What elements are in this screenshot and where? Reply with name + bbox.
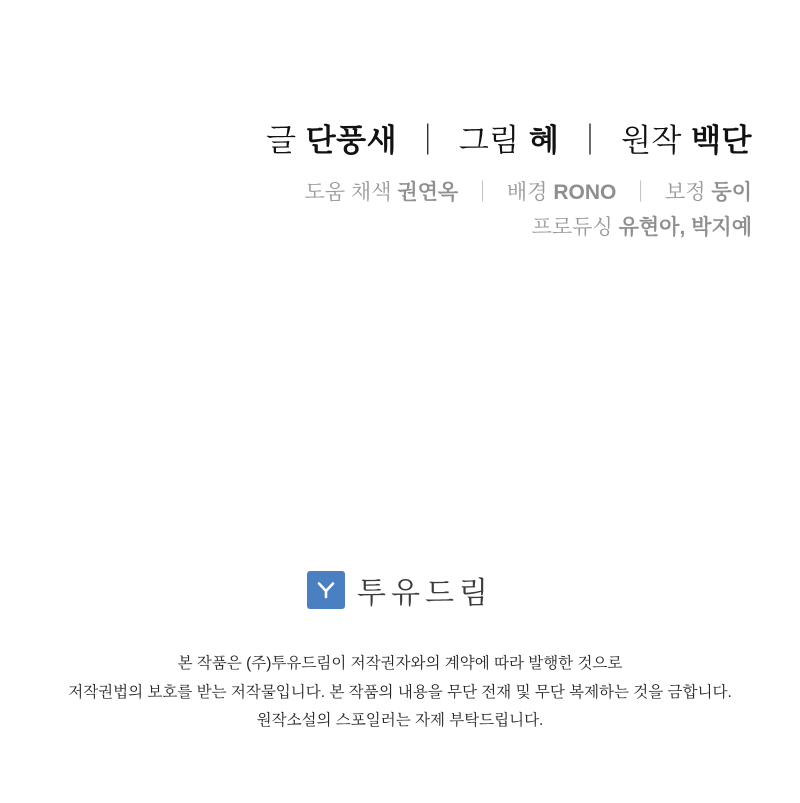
publisher-logo-text: 투유드림 (357, 577, 493, 610)
credit-sub-separator-2: ｜ (630, 180, 652, 204)
credit-name-retouch: 둥이 (711, 180, 752, 204)
tuyoudream-logo-icon (307, 571, 345, 609)
legal-line-2: 저작권법의 보호를 받는 저작물입니다. 본 작품의 내용을 무단 전재 및 무단 복제하는 것을 금합니다. (68, 683, 732, 701)
credit-name-colorist: 권연옥 (397, 180, 459, 204)
credit-separator-1: ｜ (412, 123, 444, 158)
sub-credit-line-1 (266, 176, 752, 210)
sub-credit-line-2 (266, 211, 752, 245)
legal-notice (0, 650, 800, 736)
publisher-logo (0, 568, 800, 612)
credit-name-artist: 혜 (528, 123, 560, 158)
credit-name-original: 백단 (691, 123, 752, 158)
credit-separator-2: ｜ (574, 123, 606, 158)
credit-label-original: 원작 (621, 123, 682, 158)
main-credit-line (266, 120, 752, 162)
credit-label-artist: 그림 (458, 123, 520, 158)
credit-name-background: RONO (553, 180, 617, 204)
credit-label-retouch: 보정 (665, 180, 706, 204)
legal-line-3: 원작소설의 스포일러는 자제 부탁드립니다. (256, 712, 544, 730)
credit-label-background: 배경 (506, 180, 548, 204)
credit-name-producing: 유현아, 박지예 (618, 216, 752, 240)
credit-sub-separator-1: ｜ (472, 180, 494, 204)
credit-label-writer: 글 (266, 123, 297, 158)
credit-label-producing: 프로듀싱 (531, 216, 613, 240)
legal-line-1: 본 작품은 (주)투유드림이 저작권자와의 계약에 따라 발행한 것으로 (177, 655, 623, 672)
credit-label-colorist: 도움 채색 (304, 180, 392, 204)
credit-name-writer: 단풍새 (305, 123, 398, 158)
credits-block (266, 120, 752, 245)
